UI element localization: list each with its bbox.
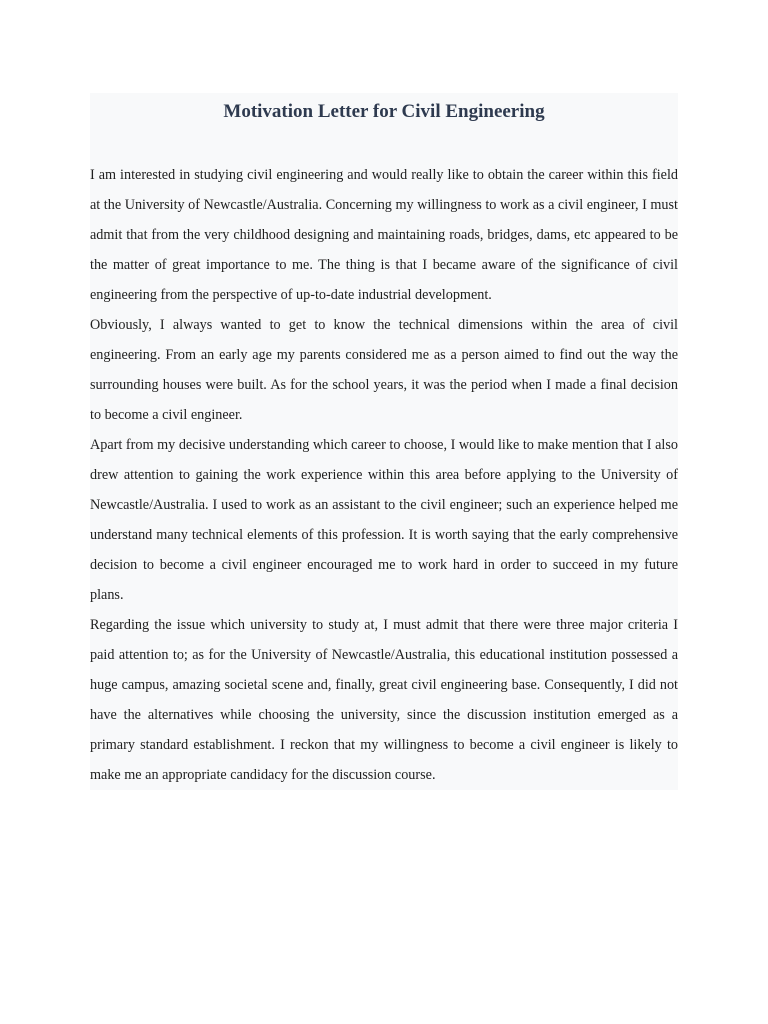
paragraph-3: Apart from my decisive understanding which career to choose, I would like to make mention that I also drew attention to gaining the work experience within this area before applying to the University of Newcastle/Australia. I used to work as an assistant to the civil engineer; such an experience helped me understand many technical elements of this profession. It is worth saying that the early comprehensive decision to become a civil engineer encouraged me to work hard in order to succeed in my future plans. [90, 437, 678, 603]
letter-body [90, 160, 678, 790]
letter-title: Motivation Letter for Civil Engineering [223, 101, 545, 122]
paragraph-2: Obviously, I always wanted to get to know the technical dimensions within the area of civil engineering. From an early age my parents considered me as a person aimed to find out the way the surrounding houses were built. As for the school years, it was the period when I made a final decision to become a civil engineer. [90, 317, 678, 423]
paragraph-4: Regarding the issue which university to study at, I must admit that there were three major criteria I paid attention to; as for the University of Newcastle/Australia, this educational institution possessed a huge campus, amazing societal scene and, finally, great civil engineering base. Consequently, I did not have the alternatives while choosing the university, since the discussion institution emerged as a primary standard establishment. I reckon that my willingness to become a civil engineer is likely to make me an appropriate candidacy for the discussion course. [90, 617, 678, 783]
letter-content-area [90, 93, 678, 790]
paragraph-1: I am interested in studying civil engineering and would really like to obtain the career within this field at the University of Newcastle/Australia. Concerning my willingness to work as a civil engineer, I must admit that from the very childhood designing and maintaining roads, bridges, dams, etc appeared to be the matter of great importance to me. The thing is that I became aware of the significance of civil engineering from the perspective of up-to-date industrial development. [90, 167, 678, 303]
